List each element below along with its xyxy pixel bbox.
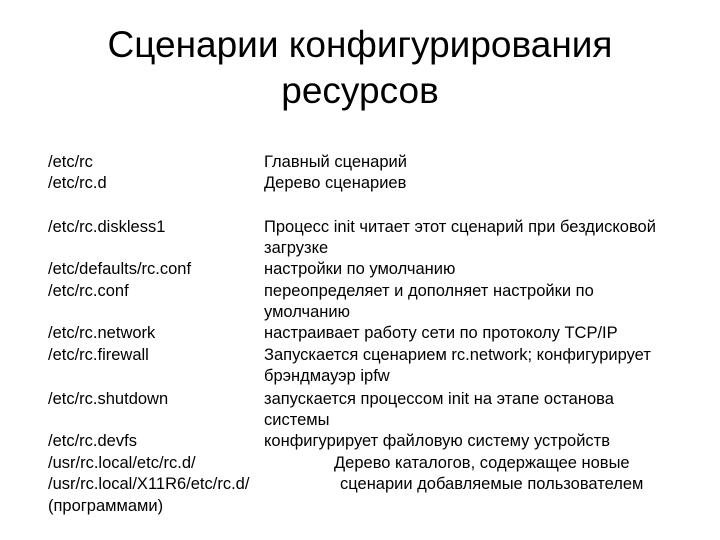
tail-desc-line-1: Дерево каталогов, содержащее новые <box>334 454 630 472</box>
tail-path-programs: (программами) <box>48 497 164 515</box>
entry-path-rc-conf: /etc/rc.conf <box>48 282 129 300</box>
title-line-2: ресурсов <box>281 70 439 111</box>
page-title <box>0 22 720 114</box>
tail-path-usr-rc-local-etc: /usr/rc.local/etc/rc.d/ <box>48 454 196 472</box>
entry-path-rc: /etc/rc <box>48 153 93 171</box>
entry-path-defaults-rc-conf: /etc/defaults/rc.conf <box>48 260 192 278</box>
entry-desc-rc-devfs: конфигурирует файловую систему устройств <box>264 432 611 450</box>
entry-desc-rc-network: настраивает работу сети по протоколу TCP/IP <box>264 324 618 342</box>
entry-path-rc-shutdown: /etc/rc.shutdown <box>48 390 169 408</box>
entry-desc-rc-conf-line-2: умолчанию <box>264 303 350 321</box>
entry-desc-rc-shutdown-line-1: запускается процессом init на этапе останова <box>264 390 614 408</box>
entry-desc-rc-d: Дерево сценариев <box>264 174 407 192</box>
title-line-1: Сценарии конфигурирования <box>107 24 613 65</box>
entry-desc-rc-firewall-line-2: брэндмауэр ipfw <box>264 367 390 385</box>
entry-path-rc-network: /etc/rc.network <box>48 324 156 342</box>
entry-path-rc-devfs: /etc/rc.devfs <box>48 432 137 450</box>
entry-desc-rc-diskless1-line-2: загрузке <box>264 239 329 257</box>
tail-path-usr-rc-local-x11r6: /usr/rc.local/X11R6/etc/rc.d/ <box>48 475 250 493</box>
entry-desc-rc-diskless1-line-1: Процесс init читает этот сценарий при бездисковой <box>264 218 656 236</box>
tail-desc-line-2: сценарии добавляемые пользователем <box>340 475 644 493</box>
entry-desc-rc-firewall-line-1: Запускается сценарием rc.network; конфигурирует <box>264 346 651 364</box>
entry-desc-rc-conf-line-1: переопределяет и дополняет настройки по <box>264 282 594 300</box>
entry-path-rc-firewall: /etc/rc.firewall <box>48 346 149 364</box>
entry-desc-defaults-rc-conf: настройки по умолчанию <box>264 260 456 278</box>
entry-path-rc-diskless1: /etc/rc.diskless1 <box>48 218 166 236</box>
entry-path-rc-d: /etc/rc.d <box>48 174 107 192</box>
entry-desc-rc: Главный сценарий <box>264 153 407 171</box>
entry-desc-rc-shutdown-line-2: системы <box>264 411 330 429</box>
